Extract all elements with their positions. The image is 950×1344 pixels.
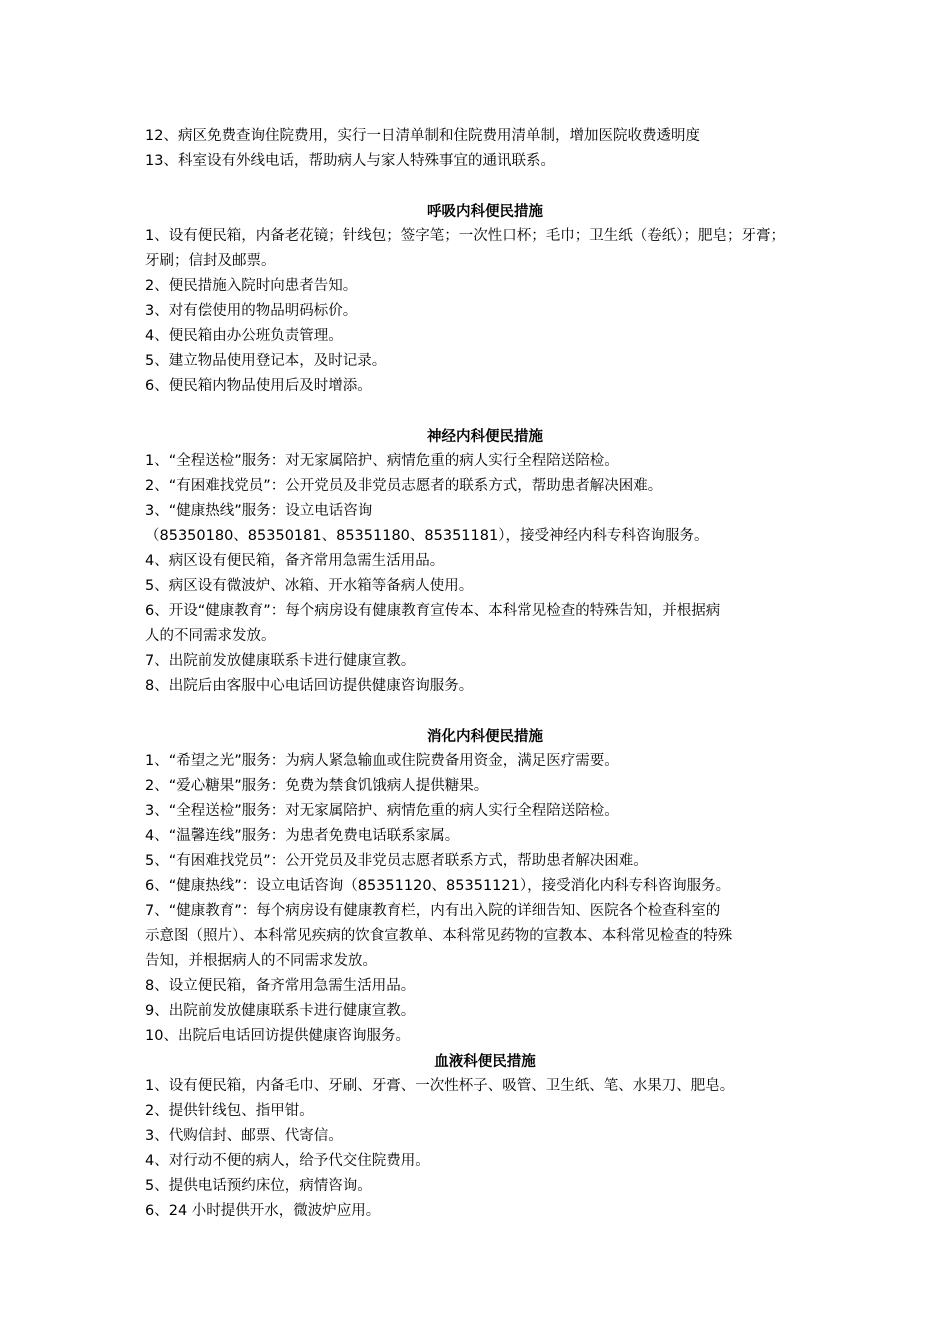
list-item: 示意图（照片）、本科常见疾病的饮食宣教单、本科常见药物的宣教本、本科常见检查的特殊 bbox=[145, 928, 733, 944]
list-item: 告知，并根据病人的不同需求发放。 bbox=[145, 953, 377, 969]
list-item: 4、对行动不便的病人，给予代交住院费用。 bbox=[145, 1153, 430, 1169]
list-item: 2、“爱心糖果”服务：免费为禁食饥饿病人提供糖果。 bbox=[145, 778, 489, 794]
list-item: 10、出院后电话回访提供健康咨询服务。 bbox=[145, 1028, 410, 1044]
list-item: （85350180、85350181、85351180、85351181），接受神经内科专科咨询服务。 bbox=[145, 528, 709, 544]
section-title-gastroenterology: 消化内科便民措施 bbox=[427, 728, 543, 745]
list-item: 8、出院后由客服中心电话回访提供健康咨询服务。 bbox=[145, 678, 474, 694]
list-item: 1、“希望之光”服务：为病人紧急输血或住院费备用资金，满足医疗需要。 bbox=[145, 753, 619, 769]
intro-line-13: 13、科室设有外线电话，帮助病人与家人特殊事宜的通讯联系。 bbox=[145, 153, 555, 169]
list-item: 牙刷；信封及邮票。 bbox=[145, 253, 276, 269]
list-item: 6、便民箱内物品使用后及时增添。 bbox=[145, 378, 372, 394]
list-item: 1、设有便民箱，内备毛巾、牙刷、牙膏、一次性杯子、吸管、卫生纸、笔、水果刀、肥皂。 bbox=[145, 1078, 735, 1094]
list-item: 6、开设“健康教育”：每个病房设有健康教育宣传本、本科常见检查的特殊告知，并根据病 bbox=[145, 603, 721, 619]
list-item: 4、病区设有便民箱，备齐常用急需生活用品。 bbox=[145, 553, 445, 569]
section-gap bbox=[145, 174, 825, 199]
list-item: 5、“有困难找党员”：公开党员及非党员志愿者联系方式，帮助患者解决困难。 bbox=[145, 853, 648, 869]
list-item: 4、“温馨连线”服务：为患者免费电话联系家属。 bbox=[145, 828, 460, 844]
list-item: 1、“全程送检”服务：对无家属陪护、病情危重的病人实行全程陪送陪检。 bbox=[145, 453, 619, 469]
section-title-hematology: 血液科便民措施 bbox=[434, 1053, 536, 1070]
list-item: 8、设立便民箱，备齐常用急需生活用品。 bbox=[145, 978, 416, 994]
list-item: 9、出院前发放健康联系卡进行健康宣教。 bbox=[145, 1003, 416, 1019]
list-item: 5、建立物品使用登记本，及时记录。 bbox=[145, 353, 387, 369]
list-item: 5、提供电话预约床位，病情咨询。 bbox=[145, 1178, 372, 1194]
list-item: 2、提供针线包、指甲钳。 bbox=[145, 1103, 314, 1119]
list-item: 人的不同需求发放。 bbox=[145, 628, 276, 644]
document-page bbox=[145, 124, 825, 1224]
intro-line-12: 12、病区免费查询住院费用，实行一日清单制和住院费用清单制，增加医院收费透明度 bbox=[145, 128, 700, 144]
list-item: 2、便民措施入院时向患者告知。 bbox=[145, 278, 358, 294]
section-gap bbox=[145, 399, 825, 424]
section-gap bbox=[145, 699, 825, 724]
list-item: 7、出院前发放健康联系卡进行健康宣教。 bbox=[145, 653, 416, 669]
list-item: 6、“健康热线”：设立电话咨询（85351120、85351121），接受消化内科专科咨询服务。 bbox=[145, 878, 731, 894]
list-item: 1、设有便民箱，内备老花镜；针线包；签字笔；一次性口杯；毛巾；卫生纸（卷纸）；肥皂；牙膏； bbox=[145, 228, 785, 244]
list-item: 6、24 小时提供开水，微波炉应用。 bbox=[145, 1203, 381, 1219]
list-item: 3、“全程送检”服务：对无家属陪护、病情危重的病人实行全程陪送陪检。 bbox=[145, 803, 619, 819]
list-item: 5、病区设有微波炉、冰箱、开水箱等备病人使用。 bbox=[145, 578, 474, 594]
section-title-neurology: 神经内科便民措施 bbox=[427, 428, 543, 445]
list-item: 2、“有困难找党员”：公开党员及非党员志愿者的联系方式，帮助患者解决困难。 bbox=[145, 478, 663, 494]
list-item: 3、“健康热线”服务：设立电话咨询 bbox=[145, 503, 373, 519]
list-item: 4、便民箱由办公班负责管理。 bbox=[145, 328, 343, 344]
section-title-respiratory: 呼吸内科便民措施 bbox=[427, 203, 543, 220]
list-item: 3、代购信封、邮票、代寄信。 bbox=[145, 1128, 343, 1144]
list-item: 3、对有偿使用的物品明码标价。 bbox=[145, 303, 358, 319]
list-item: 7、“健康教育”：每个病房设有健康教育栏，内有出入院的详细告知、医院各个检查科室的 bbox=[145, 903, 721, 919]
